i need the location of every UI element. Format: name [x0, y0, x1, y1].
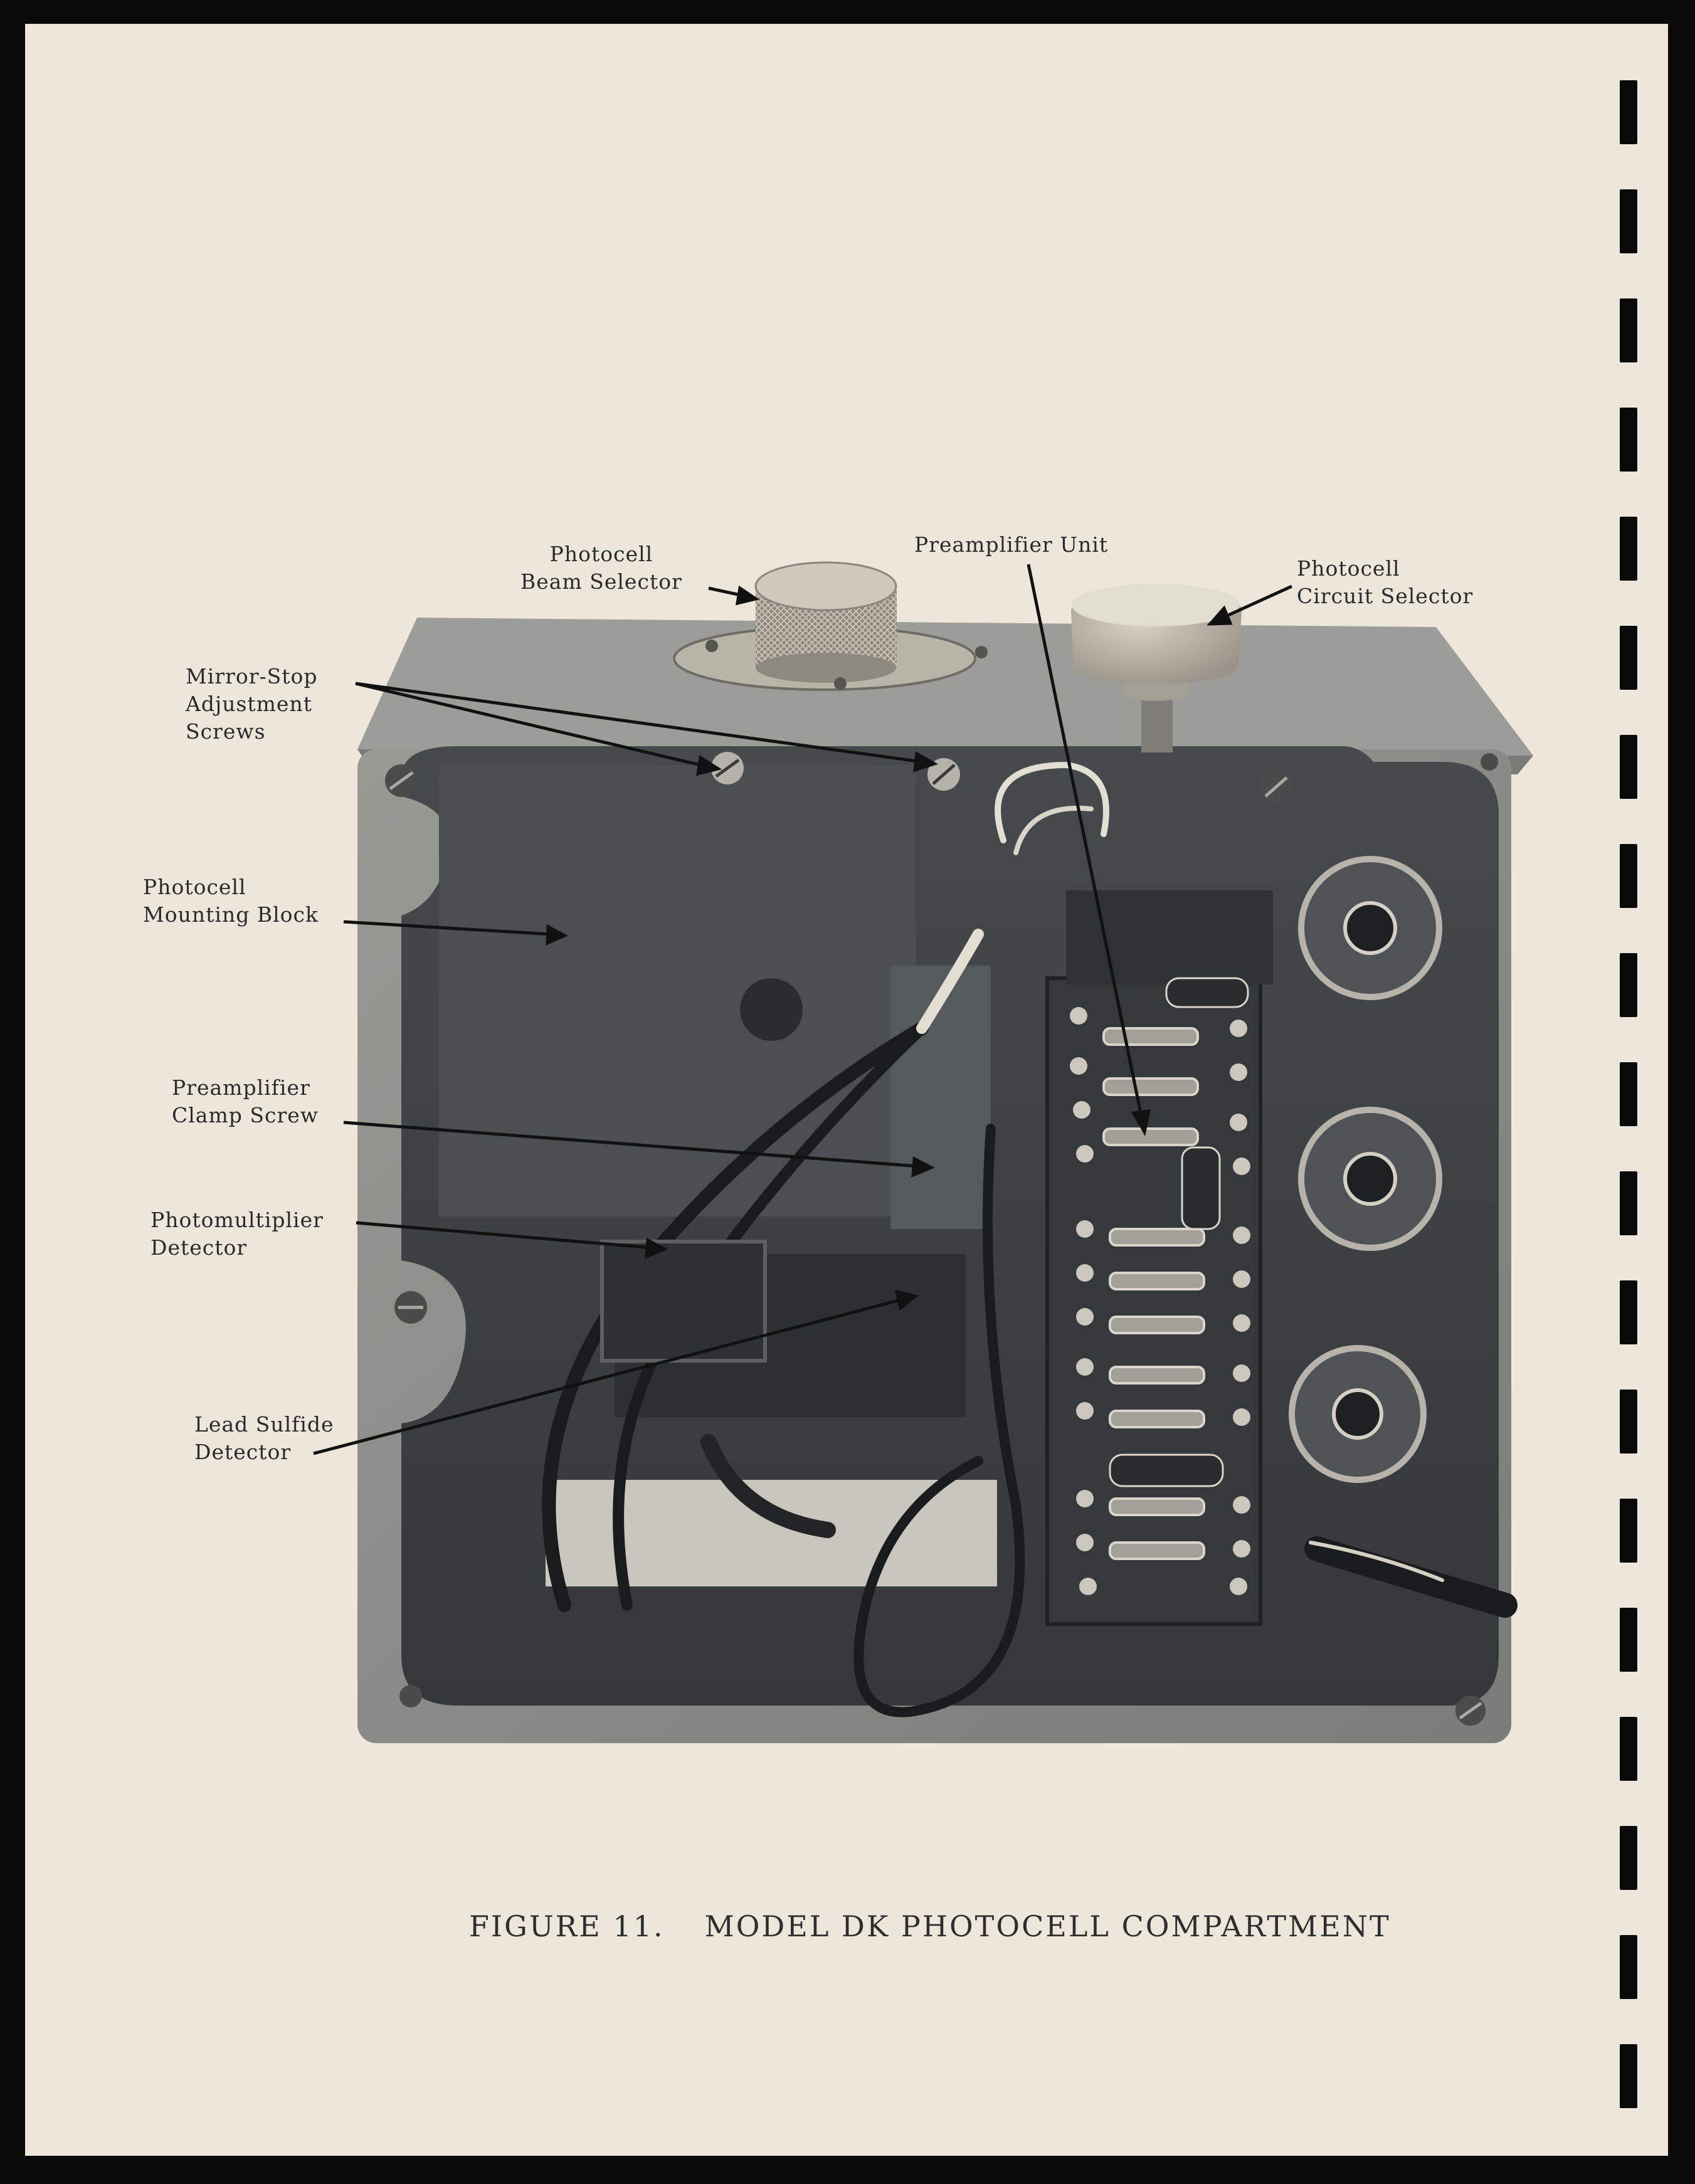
label-photomultiplier-detector: Photomultiplier Detector — [150, 1208, 324, 1260]
figure-caption — [469, 1909, 1391, 1943]
tube-sockets — [1292, 859, 1439, 1480]
figure-title: MODEL DK PHOTOCELL COMPARTMENT — [704, 1909, 1391, 1943]
label-circuit-selector: Photocell Circuit Selector — [1297, 556, 1474, 608]
preamp-board — [1047, 890, 1273, 1624]
label-lead-sulfide-detector: Lead Sulfide Detector — [194, 1412, 334, 1464]
label-clamp-screw: Preamplifier Clamp Screw — [172, 1075, 319, 1127]
label-beam-selector: Photocell Beam Selector — [520, 542, 682, 594]
label-preamplifier-unit: Preamplifier Unit — [914, 532, 1109, 557]
label-mounting-block: Photocell Mounting Block — [143, 875, 319, 927]
figure-number: FIGURE 11. — [469, 1909, 665, 1943]
label-mirror-stop-screws: Mirror-Stop Adjustment Screws — [186, 664, 318, 744]
